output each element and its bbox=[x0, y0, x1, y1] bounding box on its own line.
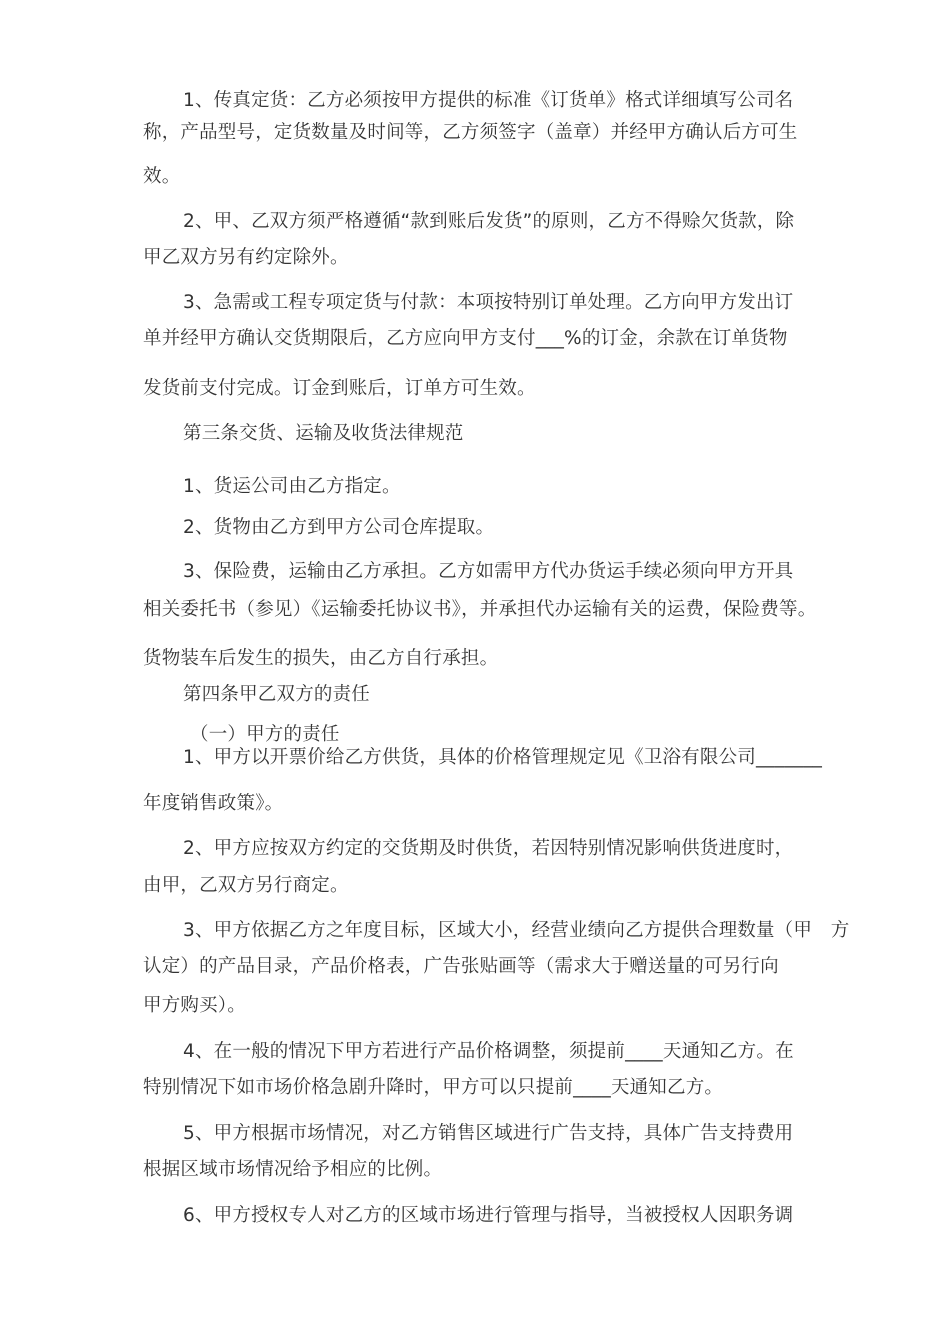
text-line: 年度销售政策》。 bbox=[143, 793, 284, 814]
text-line: 3、保险费，运输由乙方承担。乙方如需甲方代办货运手续必须向甲方开具 bbox=[183, 561, 794, 582]
text-line: 根据区域市场情况给予相应的比例。 bbox=[143, 1159, 443, 1180]
text-line: 效。 bbox=[143, 166, 181, 187]
text-line: 甲方购买）。 bbox=[143, 995, 246, 1016]
text-line: 甲乙双方另有约定除外。 bbox=[143, 247, 349, 268]
text-line: 1、传真定货：乙方必须按甲方提供的标准《订货单》格式详细填写公司名 bbox=[183, 90, 794, 111]
text-line: 4、在一般的情况下甲方若进行产品价格调整，须提前____天通知乙方。在 bbox=[183, 1041, 794, 1062]
section-heading: 第三条交货、运输及收货法律规范 bbox=[183, 423, 464, 444]
text-line: 2、甲、乙双方须严格遵循“款到账后发货”的原则，乙方不得赊欠货款，除 bbox=[183, 211, 795, 232]
text-line: 5、甲方根据市场情况，对乙方销售区域进行广告支持，具体广告支持费用 bbox=[183, 1123, 794, 1144]
text-line: 称，产品型号，定货数量及时间等，乙方须签字（盖章）并经甲方确认后方可生 bbox=[143, 122, 798, 143]
text-line: 3、甲方依据乙方之年度目标，区域大小，经营业绩向乙方提供合理数量（甲 方 bbox=[183, 920, 850, 941]
subsection-heading: （一）甲方的责任 bbox=[190, 724, 340, 745]
text-line: 发货前支付完成。订金到账后，订单方可生效。 bbox=[143, 378, 536, 399]
text-line: 2、货物由乙方到甲方公司仓库提取。 bbox=[183, 517, 495, 538]
section-heading: 第四条甲乙双方的责任 bbox=[183, 684, 371, 705]
text-line: 货物装车后发生的损失，由乙方自行承担。 bbox=[143, 648, 499, 669]
text-line: 1、甲方以开票价给乙方供货，具体的价格管理规定见《卫浴有限公司_______ bbox=[183, 747, 823, 768]
text-line: 2、甲方应按双方约定的交货期及时供货，若因特别情况影响供货进度时， bbox=[183, 838, 794, 859]
text-line: 单并经甲方确认交货期限后，乙方应向甲方支付___%的订金，余款在订单货物 bbox=[143, 328, 788, 349]
text-line: 由甲，乙双方另行商定。 bbox=[143, 875, 349, 896]
text-line: 1、货运公司由乙方指定。 bbox=[183, 476, 401, 497]
text-line: 6、甲方授权专人对乙方的区域市场进行管理与指导，当被授权人因职务调 bbox=[183, 1205, 794, 1226]
text-line: 相关委托书（参见）《运输委托协议书》，并承担代办运输有关的运费，保险费等。 bbox=[143, 599, 817, 620]
text-line: 特别情况下如市场价格急剧升降时，甲方可以只提前____天通知乙方。 bbox=[143, 1077, 724, 1098]
text-line: 认定）的产品目录，产品价格表，广告张贴画等（需求大于赠送量的可另行向 bbox=[143, 956, 779, 977]
text-line: 3、急需或工程专项定货与付款：本项按特别订单处理。乙方向甲方发出订 bbox=[183, 292, 794, 313]
